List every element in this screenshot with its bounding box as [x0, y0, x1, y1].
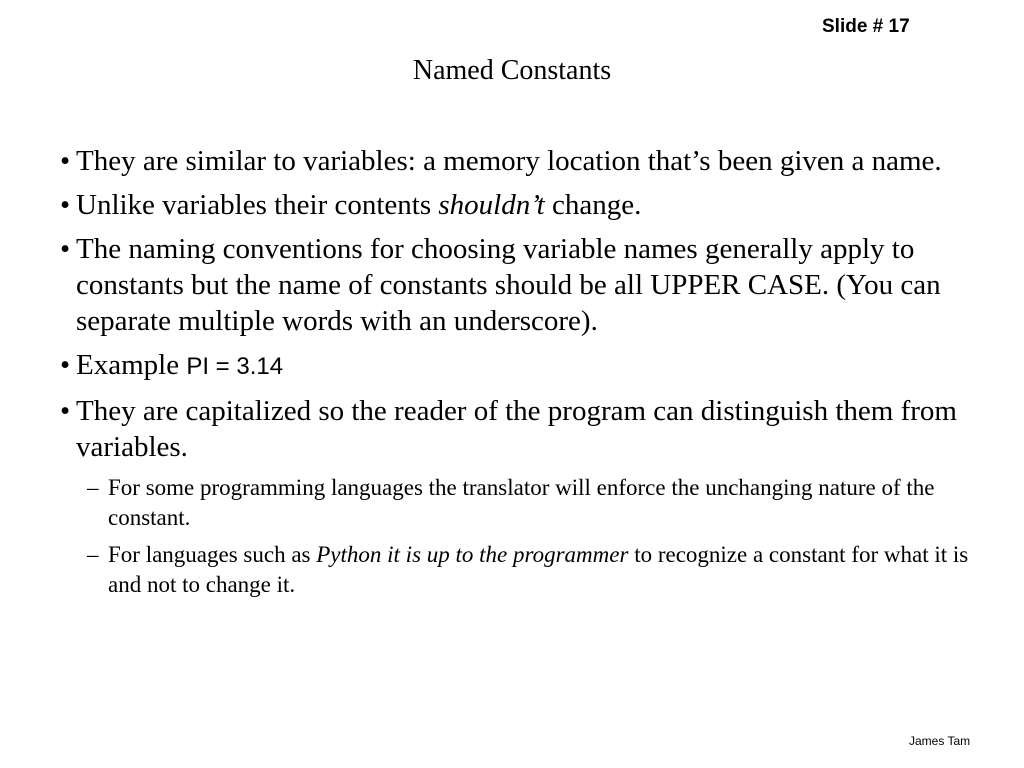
- bullet-text: Example: [76, 349, 187, 381]
- sub-bullet-text-italic: Python it is up to the programmer: [316, 542, 629, 567]
- bullet-marker: •: [60, 395, 71, 427]
- sub-bullet-text: For languages such as: [108, 542, 317, 567]
- bullet-marker: •: [60, 189, 71, 221]
- bullet-text: change.: [544, 189, 642, 221]
- bullet-text-italic: shouldn’t: [438, 189, 545, 221]
- bullet-marker: •: [60, 233, 71, 265]
- sub-bullet-text: For some programming languages the translator will enforce the unchanging nature of the constant.: [108, 475, 935, 530]
- bullet-item: [60, 231, 970, 339]
- bullet-item: [60, 187, 970, 223]
- bullet-text: They are similar to variables: a memory location that’s been given a name.: [76, 145, 942, 177]
- bullet-text: They are capitalized so the reader of the program can distinguish them from variables.: [76, 395, 957, 463]
- bullet-item: [60, 393, 970, 465]
- bullet-marker: •: [60, 349, 71, 381]
- bullet-text: Unlike variables their contents: [76, 189, 439, 221]
- slide-number: Slide # 17: [822, 16, 910, 37]
- bullet-marker: •: [60, 145, 71, 177]
- slide-title: Named Constants: [412, 55, 612, 86]
- footer-author: James Tam: [909, 734, 971, 748]
- sub-bullet-text: to recognize a constant for what it is and not to change it.: [108, 542, 969, 597]
- code-example: PI = 3.14: [186, 353, 284, 380]
- sub-bullet-item: [60, 540, 970, 600]
- sub-bullet-marker: –: [87, 475, 99, 500]
- bullet-text: The naming conventions for choosing variable names generally apply to constants but the name of constants should be all UPPER CASE. (You can separate multiple words with an underscore).: [76, 233, 941, 337]
- sub-bullet-item: [60, 473, 970, 533]
- bullet-item: [60, 347, 970, 385]
- sub-bullet-marker: –: [87, 542, 99, 567]
- slide-content: [60, 143, 970, 607]
- bullet-item: [60, 143, 970, 179]
